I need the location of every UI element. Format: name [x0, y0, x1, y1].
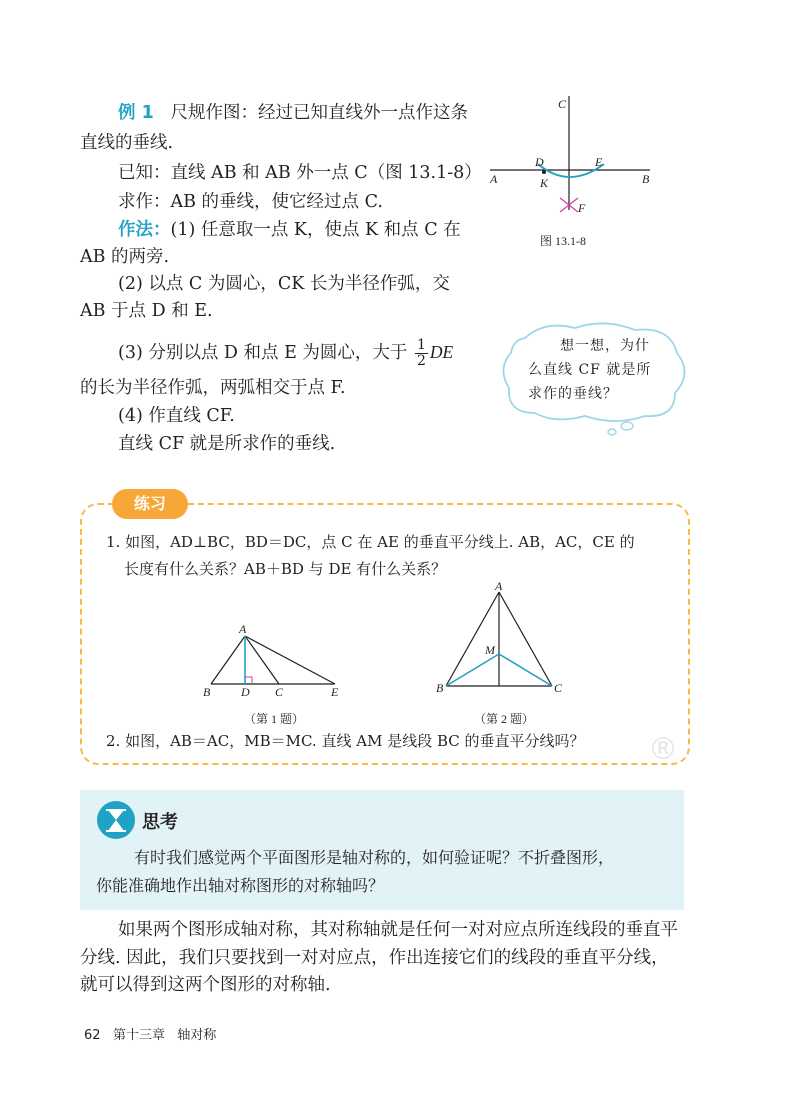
practice-q1-line2: 长度有什么关系？AB＋BD 与 DE 有什么关系？	[124, 560, 447, 578]
label-c: C	[558, 97, 567, 111]
method-step2-line2: AB 于点 D 和 E.	[80, 301, 213, 321]
think-line1: 有时我们感觉两个平面图形是轴对称的，如何验证呢？不折叠图形，	[134, 848, 615, 867]
method-step1-line1	[118, 217, 461, 243]
method-label: 作法：	[118, 220, 171, 240]
label-k: K	[540, 176, 549, 190]
figure-q2	[432, 582, 572, 694]
step1-text: (1) 任意取一点 K，使点 K 和点 C 在	[170, 220, 461, 240]
label-f: F	[578, 201, 586, 215]
bubble-dot-2	[608, 429, 616, 435]
q2-line-ab	[446, 592, 499, 686]
label-a: A	[490, 172, 498, 186]
q1-label-b: B	[203, 685, 211, 699]
example-conclusion: 直线 CF 就是所求作的垂线.	[118, 434, 336, 454]
figure-caption: 图 13.1-8	[540, 234, 586, 248]
step3-de: DE	[429, 342, 454, 362]
q2-label-a: A	[495, 582, 503, 593]
method-step3-line2: 的长为半径作弧，两弧相交于点 F.	[80, 378, 346, 398]
q1-label-c: C	[275, 685, 284, 699]
q1-right-angle	[245, 677, 252, 684]
think-icon	[96, 800, 136, 840]
footer	[84, 1024, 216, 1043]
bubble-line2: 么直线 CF 就是所	[528, 362, 652, 378]
think-line2: 你能准确地作出轴对称图形的对称轴吗？	[96, 876, 385, 895]
q1-label-a: A	[239, 622, 247, 636]
q2-line-mc	[499, 654, 552, 686]
q1-label-e: E	[331, 685, 339, 699]
example-title: 尺规作图：经过已知直线外一点作这条	[170, 103, 468, 123]
q1-label-d: D	[241, 685, 250, 699]
body-line3: 就可以得到这两个图形的对称轴.	[80, 975, 331, 995]
method-step3-line1	[118, 338, 453, 369]
practice-q2: 2. 如图，AB＝AC，MB＝MC. 直线 AM 是线段 BC 的垂直平分线吗？	[106, 732, 585, 750]
chapter-title: 轴对称	[177, 1028, 217, 1043]
bubble-dot-1	[621, 422, 633, 430]
q1-line-ae	[245, 636, 335, 684]
q2-line-ac	[499, 592, 552, 686]
fraction-denominator: 2	[417, 353, 426, 369]
example-label: 例 1	[118, 103, 154, 123]
fraction-numerator: 1	[417, 337, 426, 353]
method-step1-line2: AB 的两旁.	[80, 247, 170, 267]
figure-q1	[195, 620, 355, 702]
bubble-line1: 想一想，为什	[560, 338, 650, 354]
method-step4: (4) 作直线 CF.	[118, 406, 235, 426]
body-line2: 分线. 因此，我们只要找到一对对应点，作出连接它们的线段的垂直平分线，	[80, 948, 669, 968]
practice-tag: 练习	[112, 489, 188, 519]
practice-q1-line1: 1. 如图，AD⊥BC，BD＝DC，点 C 在 AE 的垂直平分线上. AB，AC，CE 的	[106, 533, 635, 551]
q2-label-c: C	[554, 681, 563, 694]
label-e: E	[595, 155, 603, 169]
example-find: 求作：AB 的垂线，使它经过点 C.	[118, 192, 383, 212]
point-k	[542, 170, 546, 174]
example-title-line2: 直线的垂线.	[80, 133, 174, 153]
chapter-number: 第十三章	[112, 1028, 165, 1043]
q2-label-m: M	[485, 643, 495, 657]
body-line1: 如果两个图形成轴对称，其对称轴就是任何一对对应点所连线段的垂直平	[118, 920, 678, 940]
q2-caption: （第 2 题）	[474, 712, 535, 726]
bubble-line3: 求作的垂线？	[528, 386, 618, 402]
label-b: B	[642, 172, 650, 186]
example-known: 已知：直线 AB 和 AB 外一点 C（图 13.1-8）	[118, 163, 482, 183]
step3-text: (3) 分别以点 D 和点 E 为圆心，大于	[118, 343, 408, 363]
example-title-line1	[118, 100, 468, 126]
q2-label-b: B	[436, 681, 444, 694]
think-title: 思考	[142, 812, 178, 833]
q1-caption: （第 1 题）	[244, 712, 305, 726]
fraction	[415, 338, 428, 369]
method-step2-line1: (2) 以点 C 为圆心，CK 长为半径作弧，交	[118, 274, 450, 294]
figure-13-1-8	[480, 90, 660, 220]
q2-line-mb	[446, 654, 499, 686]
label-d: D	[535, 155, 544, 169]
page-number: 62	[84, 1028, 101, 1043]
q1-line-ab	[211, 636, 245, 684]
watermark-registered: ®	[648, 732, 678, 767]
